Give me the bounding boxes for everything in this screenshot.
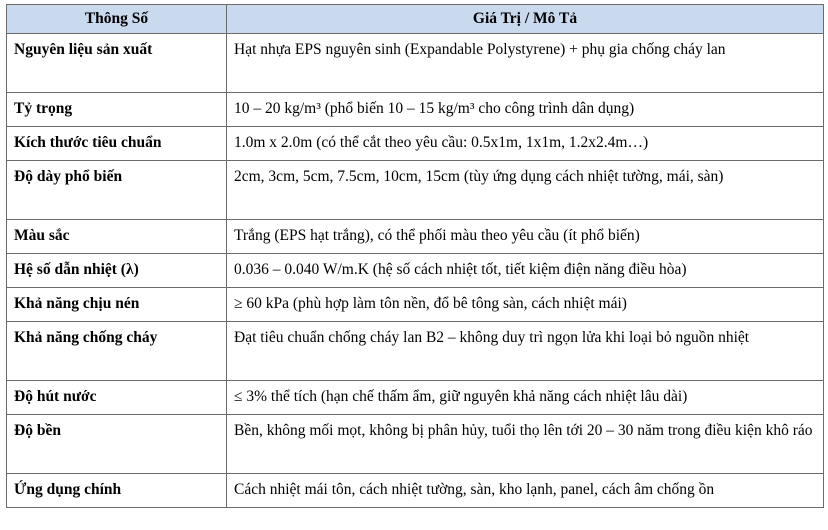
table-row [7,322,824,381]
parameter-value-cell: 1.0m x 2.0m (có thể cắt theo yêu cầu: 0.5x1m, 1x1m, 1.2x2.4m…) [227,127,824,161]
table-row [7,254,824,288]
parameter-value-cell: Đạt tiêu chuẩn chống cháy lan B2 – không duy trì ngọn lửa khi loại bỏ nguồn nhiệt [227,322,824,381]
parameter-value-cell: Hạt nhựa EPS nguyên sinh (Expandable Polystyrene) + phụ gia chống cháy lan [227,34,824,93]
parameter-name-cell: Độ dày phổ biến [7,161,227,220]
column-header-value: Giá Trị / Mô Tả [227,5,824,34]
parameter-value-cell: 0.036 – 0.040 W/m.K (hệ số cách nhiệt tốt, tiết kiệm điện năng điều hòa) [227,254,824,288]
table-row [7,161,824,220]
parameter-value-cell: 2cm, 3cm, 5cm, 7.5cm, 10cm, 15cm (tùy ứng dụng cách nhiệt tường, mái, sàn) [227,161,824,220]
parameter-name-cell: Nguyên liệu sản xuất [7,34,227,93]
parameter-name-cell: Ứng dụng chính [7,474,227,508]
table-row [7,474,824,508]
table-row [7,93,824,127]
parameter-value-cell: Bền, không mối mọt, không bị phân hủy, tuổi thọ lên tới 20 – 30 năm trong điều kiện khô ráo [227,415,824,474]
spec-table [6,4,824,508]
parameter-name-cell: Màu sắc [7,220,227,254]
parameter-name-cell: Khả năng chống cháy [7,322,227,381]
table-row [7,415,824,474]
parameter-value-cell: 10 – 20 kg/m³ (phổ biến 10 – 15 kg/m³ cho công trình dân dụng) [227,93,824,127]
table-row [7,34,824,93]
parameter-name-cell: Kích thước tiêu chuẩn [7,127,227,161]
parameter-name-cell: Khả năng chịu nén [7,288,227,322]
table-header-row [7,5,824,34]
parameter-value-cell: ≤ 3% thể tích (hạn chế thấm ẩm, giữ nguyên khả năng cách nhiệt lâu dài) [227,381,824,415]
parameter-name-cell: Độ bền [7,415,227,474]
table-row [7,381,824,415]
parameter-name-cell: Tỷ trọng [7,93,227,127]
table-row [7,127,824,161]
parameter-name-cell: Độ hút nước [7,381,227,415]
spec-sheet [6,4,823,508]
parameter-name-cell: Hệ số dẫn nhiệt (λ) [7,254,227,288]
column-header-parameter: Thông Số [7,5,227,34]
table-row [7,220,824,254]
parameter-value-cell: ≥ 60 kPa (phù hợp làm tôn nền, đổ bê tông sàn, cách nhiệt mái) [227,288,824,322]
table-row [7,288,824,322]
parameter-value-cell: Trắng (EPS hạt trắng), có thể phối màu theo yêu cầu (ít phổ biến) [227,220,824,254]
parameter-value-cell: Cách nhiệt mái tôn, cách nhiệt tường, sàn, kho lạnh, panel, cách âm chống ồn [227,474,824,508]
table-body [7,34,824,508]
